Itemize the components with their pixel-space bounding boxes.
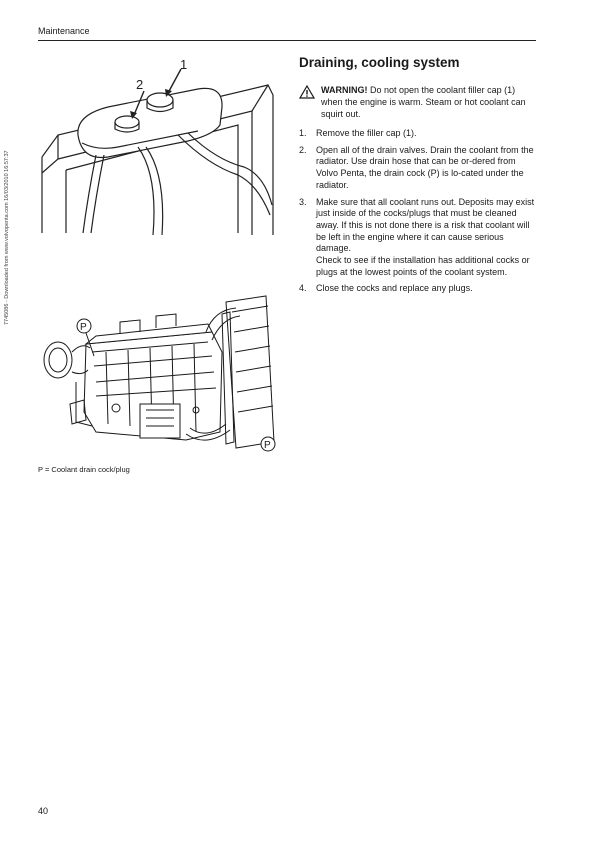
step-text: Remove the filler cap (1).	[316, 128, 417, 138]
warning-block	[299, 84, 539, 120]
engine-illustration	[36, 292, 280, 460]
callout-1: 1	[180, 57, 188, 72]
download-note: 7745086 - Downloaded from www.volvopenta.com 16/03/2010 16:57:37	[4, 150, 10, 325]
section-header: Maintenance	[38, 26, 90, 36]
header-rule	[38, 40, 536, 41]
page-number: 40	[38, 806, 49, 816]
step-1	[299, 128, 539, 140]
step-text: Close the cocks and replace any plugs.	[316, 283, 473, 294]
warning-icon	[299, 85, 315, 99]
callout-2: 2	[136, 77, 144, 92]
step-text: Make sure that all coolant runs out. Deposits may exist just inside of the cocks/plugs that must be cleaned away. If this is not done there is a risk that coolant will be left in the engine where it can cause serious damage.	[316, 196, 535, 254]
step-text-extra: Check to see if the installation has additional cocks or plugs at the lowest points of the coolant system.	[316, 255, 530, 277]
step-number: 3.	[299, 196, 307, 207]
step-number: 4.	[299, 283, 307, 294]
label-p-top: P	[80, 322, 87, 333]
warning-text: Do not open the coolant filler cap (1) when the engine is warm. Steam or hot coolant can squirt out.	[321, 85, 526, 119]
label-p-bottom: P	[264, 440, 271, 451]
page-title: Draining, cooling system	[299, 55, 460, 70]
step-number: 1.	[299, 128, 307, 138]
step-4	[299, 283, 539, 295]
step-3	[299, 197, 539, 279]
expansion-tank-illustration	[38, 55, 278, 235]
procedure-steps	[299, 128, 539, 300]
step-text: Open all of the drain valves. Drain the coolant from the radiator. Use drain hose that can be or-dered from Volvo Penta, the drain cock (P) is lo-cated under the radiator.	[316, 144, 534, 190]
step-number: 2.	[299, 144, 307, 155]
figure-caption: P = Coolant drain cock/plug	[38, 465, 130, 474]
step-2	[299, 145, 539, 192]
drain-plug-marker-bottom	[261, 437, 275, 451]
warning-label: WARNING!	[321, 85, 368, 95]
